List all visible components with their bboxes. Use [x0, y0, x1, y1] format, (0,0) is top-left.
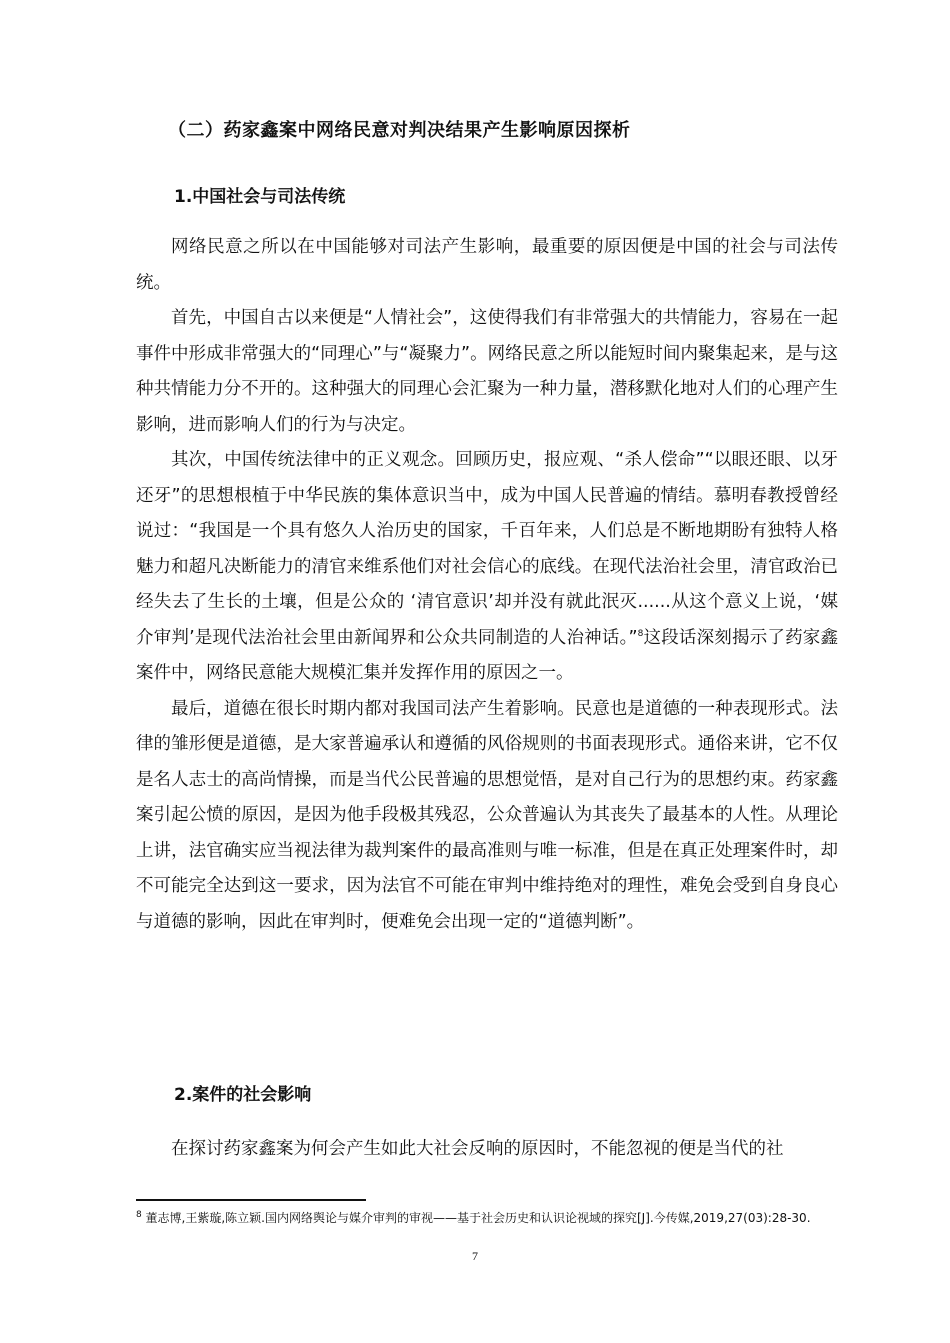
- paragraph-3: [136, 443, 838, 692]
- subsection-heading-2: 2.案件的社会影响: [174, 1085, 312, 1105]
- footnote: [136, 1208, 836, 1229]
- paragraph-3-tail: 这段话深刻揭示了药家鑫案件中，网络民意能大规模汇集并发挥作用的原因之一。: [136, 627, 838, 683]
- footnote-divider: [136, 1199, 366, 1201]
- paragraph-2: 首先，中国自古以来便是“人情社会”，这使得我们有非常强大的共情能力，容易在一起事件中形成非常强大的“同理心”与“凝聚力”。网络民意之所以能短时间内聚集起来，是与这种共情能力分不开的。这种强大的同理心会汇聚为一种力量，潜移默化地对人们的心理产生影响，进而影响人们的行为与决定。: [136, 308, 838, 435]
- paragraph-4: 最后，道德在很长时期内都对我国司法产生着影响。民意也是道德的一种表现形式。法律的雏形便是道德，是大家普遍承认和遵循的风俗规则的书面表现形式。通俗来讲，它不仅是名人志士的高尚情操，而是当代公民普遍的思想觉悟，是对自己行为的思想约束。药家鑫案引起公愤的原因，是因为他手段极其残忍，公众普遍认为其丧失了最基本的人性。从理论上讲，法官确实应当视法律为裁判案件的最高准则与唯一标准，但是在真正处理案件时，却不可能完全达到这一要求，因为法官不可能在审判中维持绝对的理性，难免会受到自身良心与道德的影响，因此在审判时，便难免会出现一定的“道德判断”。: [136, 698, 838, 932]
- section-heading: （二）药家鑫案中网络民意对判决结果产生影响原因探析: [168, 120, 631, 141]
- section-body-2: [136, 1132, 838, 1168]
- paragraph-3-text: 其次，中国传统法律中的正义观念。回顾历史，报应观、“杀人偿命”“以眼还眼、以牙还牙”的思想根植于中华民族的集体意识当中，成为中国人民普遍的情结。慕明春教授曾经说过：“我国是一个具有悠久人治历史的国家，千百年来，人们总是不断地期盼有独特人格魅力和超凡决断能力的清官来维系他们对社会信心的底线。在现代法治社会里，清官政治已经失去了生长的土壤，但是公众的 ‘清官意识’却并没有就此泯灭......从这个意义上说，‘媒介审判’是现代法治社会里由新闻界和公众共同制造的人治神话。”: [136, 450, 838, 648]
- page-number: 7: [472, 1249, 478, 1263]
- footnote-reference[interactable]: 8: [637, 628, 644, 639]
- section-body-1: [136, 230, 838, 940]
- footnote-marker: 8: [136, 1210, 142, 1220]
- subsection-heading-1: 1.中国社会与司法传统: [174, 187, 346, 207]
- paragraph-1: 网络民意之所以在中国能够对司法产生影响，最重要的原因便是中国的社会与司法传统。: [136, 237, 838, 293]
- paragraph-5: 在探讨药家鑫案为何会产生如此大社会反响的原因时，不能忽视的便是当代的社: [171, 1139, 784, 1159]
- footnote-text: 董志博,王紫璇,陈立颖.国内网络舆论与媒介审判的审视——基于社会历史和认识论视域的探究[J].今传媒,2019,27(03):28-30.: [141, 1211, 811, 1225]
